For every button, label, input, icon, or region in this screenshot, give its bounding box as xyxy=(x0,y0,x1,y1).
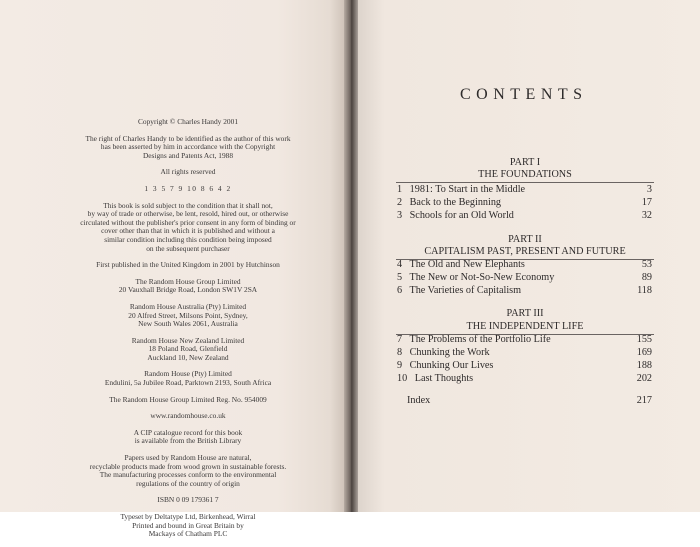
part-name: THE INDEPENDENT LIFE xyxy=(466,321,584,332)
printing-line: 1 3 5 7 9 10 8 6 4 2 xyxy=(144,183,232,193)
chapter-title: 1981: To Start in the Middle xyxy=(409,184,526,195)
chapter-number: 3 xyxy=(397,210,403,221)
chapter-number: 7 xyxy=(397,334,403,345)
chapter-number: 2 xyxy=(397,197,403,208)
page-number: 17 xyxy=(641,197,652,208)
condition-line: similar condition including this condition being imposed xyxy=(104,234,272,244)
moral-rights-line: Designs and Patents Act, 1988 xyxy=(142,150,234,160)
page-number: 118 xyxy=(637,285,652,296)
typeset-line: Mackays of Chatham PLC xyxy=(148,529,228,539)
cip-line: is available from the British Library xyxy=(134,436,242,446)
part-label: PART I xyxy=(509,157,541,168)
address-line: The Random House Group Limited xyxy=(135,276,241,286)
address-line: Endulini, 5a Jubilee Road, Parktown 2193, South Africa xyxy=(104,378,272,388)
condition-line: cover other than that in which it is published and without a xyxy=(101,226,275,236)
toc-row[interactable] xyxy=(397,334,652,346)
address-line: 20 Alfred Street, Milsons Point, Sydney, xyxy=(128,310,248,320)
address-south-africa xyxy=(38,370,338,387)
papers-block xyxy=(38,454,338,488)
part-label: PART III xyxy=(506,308,544,319)
condition-line: This book is sold subject to the condition that it shall not, xyxy=(103,200,273,210)
papers-line: Papers used by Random House are natural, xyxy=(124,453,252,463)
address-line: Random House Australia (Pty) Limited xyxy=(129,301,247,311)
papers-line: The manufacturing processes conform to the environmental xyxy=(99,470,277,480)
page-number: 53 xyxy=(641,259,652,270)
page-number: 89 xyxy=(641,272,652,283)
chapter-number: 1 xyxy=(397,184,403,195)
address-line: Random House (Pty) Limited xyxy=(144,369,232,379)
page-number: 3 xyxy=(646,184,652,195)
book-gutter xyxy=(344,0,358,512)
toc-row[interactable] xyxy=(397,197,652,209)
chapter-title: Back to the Beginning xyxy=(409,197,502,208)
chapter-title: Chunking Our Lives xyxy=(409,360,494,371)
isbn: ISBN 0 09 179361 7 xyxy=(157,495,219,505)
condition-line: on the subsequent purchaser xyxy=(146,243,230,253)
chapter-number: 5 xyxy=(397,272,403,283)
contents-title: CONTENTS xyxy=(460,86,588,103)
cip-block xyxy=(38,429,338,446)
chapter-title: Last Thoughts xyxy=(414,373,474,384)
toc-row[interactable] xyxy=(397,184,652,196)
page-number: 217 xyxy=(636,395,652,406)
address-line: New South Wales 2061, Australia xyxy=(138,319,238,329)
rights-reserved: All rights reserved xyxy=(160,167,216,177)
chapter-title: Chunking the Work xyxy=(409,347,490,358)
toc-row[interactable] xyxy=(397,347,652,359)
cip-line: A CIP catalogue record for this book xyxy=(133,427,243,437)
copyright-line: Copyright © Charles Handy 2001 xyxy=(137,117,239,126)
part-name: THE FOUNDATIONS xyxy=(478,169,572,180)
toc-row[interactable] xyxy=(397,373,652,385)
part-name: CAPITALISM PAST, PRESENT AND FUTURE xyxy=(424,246,626,257)
part-label: PART II xyxy=(508,234,542,245)
typeset-block xyxy=(38,513,338,539)
address-australia xyxy=(38,303,338,329)
typeset-line: Printed and bound in Great Britain by xyxy=(132,520,244,530)
part-divider xyxy=(396,182,654,183)
registration-number: The Random House Group Limited Reg. No. 954009 xyxy=(109,394,267,404)
website: www.randomhouse.co.uk xyxy=(150,411,226,421)
moral-rights-line: The right of Charles Handy to be identified as the author of this work xyxy=(85,133,291,143)
condition-block xyxy=(38,202,338,254)
page-number: 169 xyxy=(636,347,652,358)
chapter-number: 9 xyxy=(397,360,403,371)
chapter-title: The Problems of the Portfolio Life xyxy=(409,334,551,345)
chapter-number: 10 xyxy=(397,373,408,384)
toc-row[interactable] xyxy=(397,285,652,297)
toc-row-index[interactable] xyxy=(407,395,652,407)
page-number: 202 xyxy=(636,373,652,384)
address-uk xyxy=(38,278,338,295)
chapter-title: The New or Not-So-New Economy xyxy=(409,272,555,283)
condition-line: circulated without the publisher's prior consent in any form of binding or xyxy=(80,217,296,227)
chapter-number: 6 xyxy=(397,285,403,296)
page-number: 188 xyxy=(636,360,652,371)
copyright-page-text xyxy=(38,118,338,547)
page-number: 32 xyxy=(641,210,652,221)
chapter-number: 8 xyxy=(397,347,403,358)
first-published: First published in the United Kingdom in 2001 by Hutchinson xyxy=(96,260,280,270)
toc-row[interactable] xyxy=(397,259,652,271)
toc-row[interactable] xyxy=(397,210,652,222)
condition-line: by way of trade or otherwise, be lent, resold, hired out, or otherwise xyxy=(87,209,289,219)
chapter-number: 4 xyxy=(397,259,403,270)
toc-row[interactable] xyxy=(397,272,652,284)
papers-line: recyclable products made from wood grown in sustainable forests. xyxy=(89,461,287,471)
address-line: 18 Poland Road, Glenfield xyxy=(148,344,228,354)
moral-rights-line: has been asserted by him in accordance with the Copyright xyxy=(100,142,276,152)
chapter-title: The Old and New Elephants xyxy=(409,259,525,270)
page-number: 155 xyxy=(636,334,652,345)
papers-line: regulations of the country of origin xyxy=(136,478,240,488)
chapter-title: Schools for an Old World xyxy=(409,210,514,221)
chapter-title: The Varieties of Capitalism xyxy=(409,285,522,296)
address-line: Random House New Zealand Limited xyxy=(131,335,245,345)
address-line: 20 Vauxhall Bridge Road, London SW1V 2SA xyxy=(118,285,258,295)
index-title: Index xyxy=(407,395,431,406)
toc-row[interactable] xyxy=(397,360,652,372)
address-new-zealand xyxy=(38,337,338,363)
moral-rights-block xyxy=(38,135,338,161)
address-line: Auckland 10, New Zealand xyxy=(147,352,229,362)
typeset-line: Typeset by Deltatype Ltd, Birkenhead, Wirral xyxy=(120,512,256,521)
